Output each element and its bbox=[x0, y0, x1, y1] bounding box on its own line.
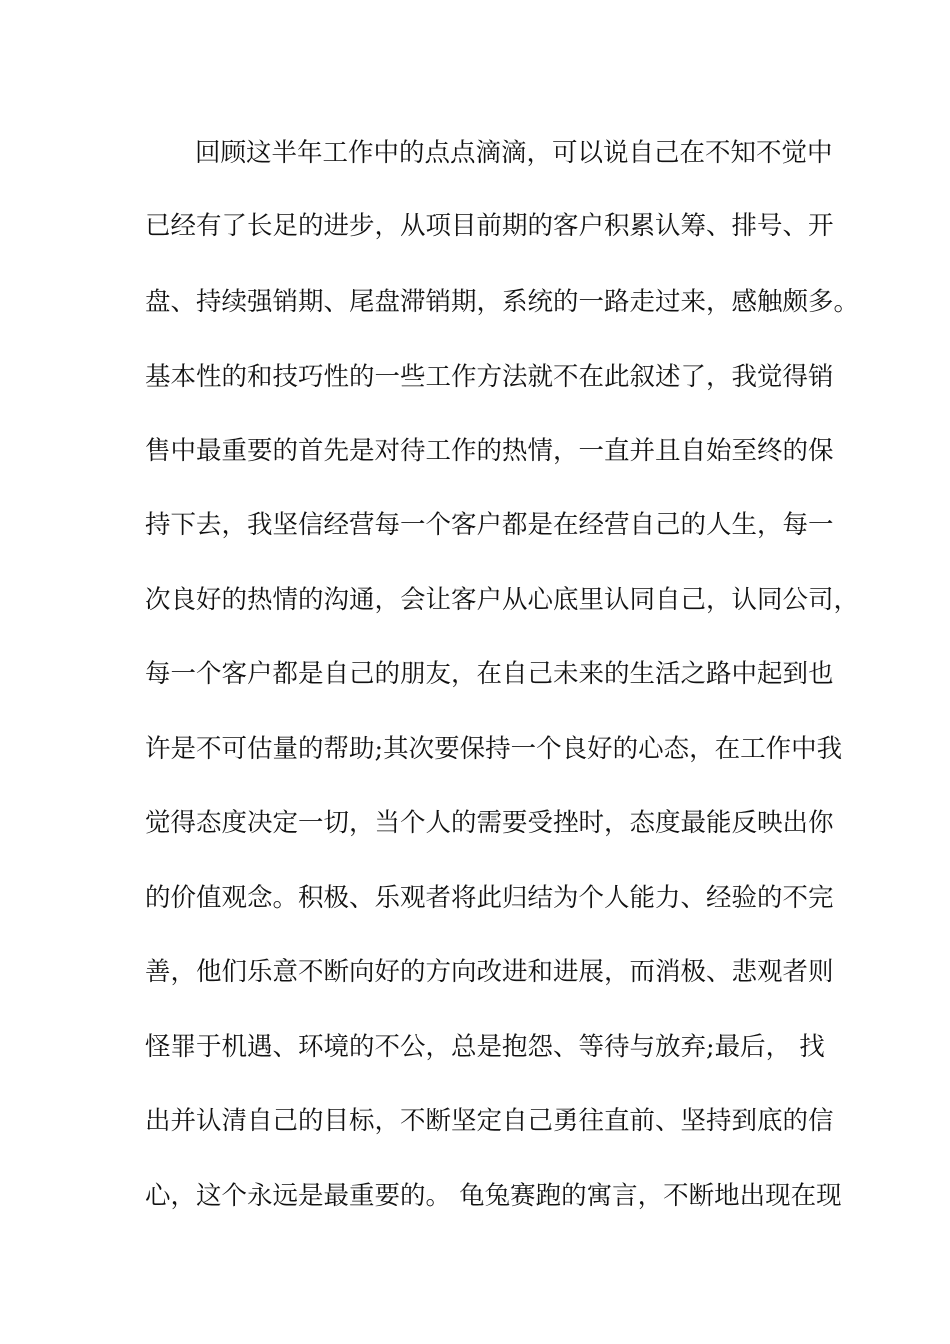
paragraph-line: 回顾这半年工作中的点点滴滴，可以说自己在不知不觉中 bbox=[195, 138, 833, 168]
paragraph-line: 怪罪于机遇、环境的不公，总是抱怨、等待与放弃;最后， 找 bbox=[145, 1032, 825, 1062]
paragraph-line: 售中最重要的首先是对待工作的热情，一直并且自始至终的保 bbox=[145, 436, 834, 466]
paragraph-line: 心，这个永远是最重要的。 龟兔赛跑的寓言，不断地出现在现 bbox=[145, 1181, 842, 1211]
paragraph-line: 的价值观念。积极、乐观者将此归结为个人能力、经验的不完 bbox=[145, 883, 834, 913]
paragraph-line: 觉得态度决定一切，当个人的需要受挫时，态度最能反映出你 bbox=[145, 808, 834, 838]
paragraph-line: 许是不可估量的帮助;其次要保持一个良好的心态，在工作中我 bbox=[145, 734, 843, 764]
paragraph-line: 出并认清自己的目标，不断坚定自己勇往直前、坚持到底的信 bbox=[145, 1106, 834, 1136]
paragraph-line: 已经有了长足的进步，从项目前期的客户积累认筹、排号、开 bbox=[145, 211, 834, 241]
paragraph-line: 每一个客户都是自己的朋友，在自己未来的生活之路中起到也 bbox=[145, 659, 834, 689]
paragraph-line: 基本性的和技巧性的一些工作方法就不在此叙述了，我觉得销 bbox=[145, 362, 834, 392]
paragraph-line: 次良好的热情的沟通，会让客户从心底里认同自己，认同公司， bbox=[145, 585, 860, 615]
paragraph-line: 持下去，我坚信经营每一个客户都是在经营自己的人生，每一 bbox=[145, 510, 834, 540]
paragraph-line: 善，他们乐意不断向好的方向改进和进展，而消极、悲观者则 bbox=[145, 957, 834, 987]
paragraph-line: 盘、持续强销期、尾盘滞销期，系统的一路走过来，感触颇多。 bbox=[145, 287, 860, 317]
